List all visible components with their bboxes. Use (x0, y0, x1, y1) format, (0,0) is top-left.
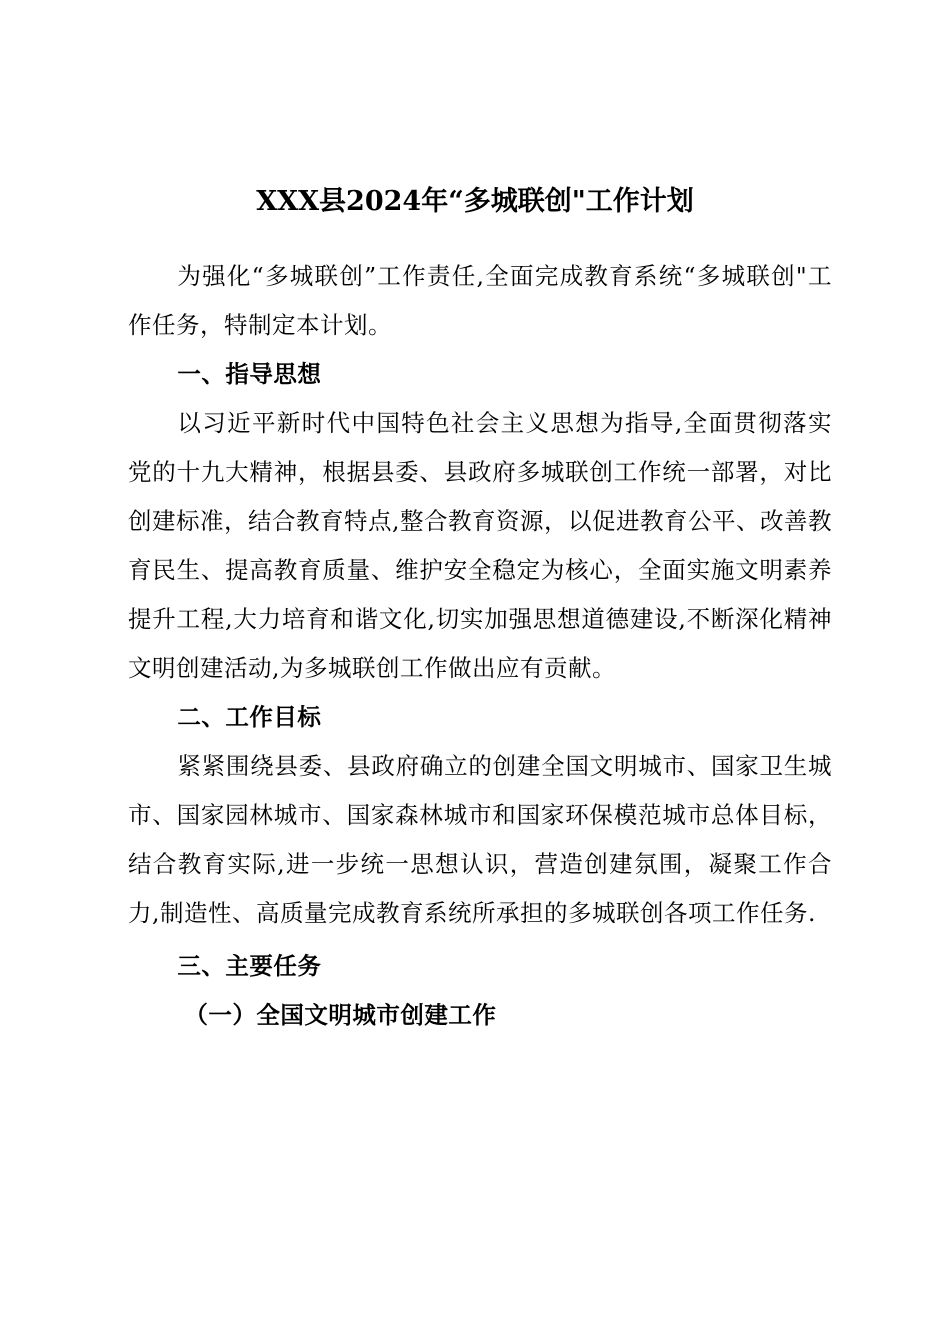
section-heading-guiding-ideology: 一、指导思想 (177, 360, 322, 388)
intro-paragraph: 为强化“多城联创”工作责任,全面完成教育系统“多城联创"工作任务，特制定本计划。 (128, 262, 832, 339)
document-title: XXX县2024年“多城联创"工作计划 (256, 186, 694, 217)
section-heading-main-tasks: 三、主要任务 (177, 952, 322, 980)
document-body (128, 252, 832, 1040)
subsection-heading-civilized-city: （一）全国文明城市创建工作 (184, 1001, 497, 1029)
section-body-guiding-ideology: 以习近平新时代中国特色社会主义思想为指导,全面贯彻落实党的十九大精神，根据县委、县政府多城联创工作统一部署，对比创建标准，结合教育特点,整合教育资源，以促进教育公平、改善教育民生、提高教育质量、维护安全稳定为核心，全面实施文明素养提升工程,大力培育和谐文化,切实加强思想道德建设,不断深化精神文明创建活动,为多城联创工作做出应有贡献。 (128, 409, 832, 682)
section-body-work-goals: 紧紧围绕县委、县政府确立的创建全国文明城市、国家卫生城市、国家园林城市、国家森林城市和国家环保模范城市总体目标，结合教育实际,进一步统一思想认识，营造创建氛围，凝聚工作合力,制造性、高质量完成教育系统所承担的多城联创各项工作任务. (128, 752, 832, 927)
section-heading-work-goals: 二、工作目标 (177, 703, 322, 731)
